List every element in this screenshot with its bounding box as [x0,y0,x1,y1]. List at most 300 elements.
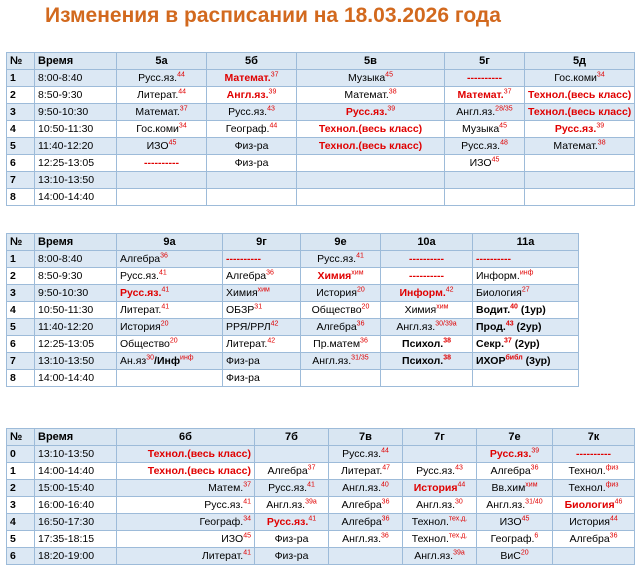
lesson-cell [117,370,223,387]
room-number: 31/35 [351,354,369,361]
lesson-cell [329,463,403,480]
subject-name: Прод. [476,320,506,333]
subject-name: Технол. [568,481,606,494]
lesson-cell [207,172,297,189]
lesson-cell [403,514,477,531]
lesson-cell [297,87,445,104]
lesson-number: 4 [7,514,35,531]
room-number: 43 [455,464,463,471]
lesson-number: 2 [7,480,35,497]
room-number: 38 [443,337,451,344]
table-row [7,463,635,480]
room-number: 42 [270,320,279,327]
subject-name: Англ.яз. [312,354,352,367]
lesson-cell [477,463,553,480]
column-header: 11а [473,234,579,251]
subject-name: Гос.коми [554,71,597,84]
subject-name: Русс.яз. [461,139,501,152]
column-header: 5д [525,53,635,70]
subject-name: Англ.яз. [342,532,382,545]
room-number: 39а [453,549,465,556]
lesson-number: 6 [7,548,35,565]
schedule-table-grades6-7 [6,428,635,565]
table-row [7,548,635,565]
room-number: библ [505,354,523,361]
lesson-cell [477,446,553,463]
lesson-cell [381,268,473,285]
lesson-cell [445,70,525,87]
lesson-cell [553,463,635,480]
column-header: Время [35,234,117,251]
subject-name: Математ. [224,71,271,84]
room-number: 37 [503,88,512,95]
column-header: 5а [117,53,207,70]
room-number: 34 [596,71,605,78]
lesson-cell [403,463,477,480]
subject-name: Технол.(весь класс) [147,447,251,460]
lesson-number: 5 [7,319,35,336]
room-number: хим [351,269,364,276]
room-number: 36 [530,464,539,471]
lesson-time: 14:00-14:40 [35,463,117,480]
subject-suffix: /Инф [154,354,181,367]
subject-name: ИЗО [221,532,244,545]
lesson-cell [525,121,635,138]
subject-name: Англ.яз. [414,549,454,562]
room-number: 30/39а [435,320,457,327]
subject-name: Литерат. [136,88,179,101]
room-number: 41 [161,286,170,293]
lesson-cell [553,497,635,514]
subject-name: Алгебра [490,464,531,477]
lesson-cell [207,138,297,155]
room-number: 37 [243,481,251,488]
subject-name: Общество [311,303,362,316]
lesson-cell [301,319,381,336]
lesson-cell [477,514,553,531]
header-row [7,234,579,251]
column-header: 9е [301,234,381,251]
lesson-cell [223,319,301,336]
lesson-cell [117,172,207,189]
lesson-number: 7 [7,353,35,370]
lesson-cell [117,353,223,370]
lesson-time: 16:00-16:40 [35,497,117,514]
room-number: 41 [356,252,364,259]
lesson-time: 9:50-10:30 [35,104,117,121]
subject-name: Психол. [402,354,444,367]
room-number: 41 [307,481,315,488]
lesson-cell [301,268,381,285]
subject-name: ОБЗР [226,303,255,316]
column-header: 9а [117,234,223,251]
lesson-number: 2 [7,87,35,104]
room-number: 45 [521,515,530,522]
subject-name: Ан.яз [120,354,147,367]
column-header: 9г [223,234,301,251]
lesson-cell [255,480,329,497]
subject-name: ---------- [476,252,511,265]
lesson-cell [553,514,635,531]
subject-name: Химия [317,269,352,282]
lesson-cell [381,251,473,268]
subject-name: Англ.яз. [416,498,456,511]
subject-name: Технол. [568,464,606,477]
subject-suffix: (3ур) [522,354,551,367]
room-number: 36 [266,269,274,276]
lesson-cell [117,548,255,565]
subject-name: Вв.хим [491,481,526,494]
table-row [7,70,635,87]
lesson-cell [117,319,223,336]
subject-name: Психол. [402,337,444,350]
subject-name: Информ. [476,269,520,282]
lesson-cell [117,302,223,319]
subject-name: ИХОР [476,354,506,367]
table-row [7,285,579,302]
lesson-number: 0 [7,446,35,463]
lesson-cell [525,87,635,104]
lesson-number: 5 [7,138,35,155]
lesson-cell [207,70,297,87]
table-row [7,353,579,370]
subject-name: История [120,320,161,333]
lesson-cell [255,531,329,548]
room-number: 45 [243,532,251,539]
lesson-time: 13:10-13:50 [35,353,117,370]
lesson-number: 5 [7,531,35,548]
room-number: 6 [534,532,539,539]
column-header: 7г [403,429,477,446]
room-number: 30 [146,354,155,361]
lesson-cell [445,138,525,155]
lesson-cell [297,138,445,155]
subject-name: Русс.яз. [342,447,382,460]
room-number: 42 [445,286,454,293]
lesson-cell [329,497,403,514]
column-header: 7б [255,429,329,446]
room-number: 36 [356,320,365,327]
subject-name: Алгебра [120,252,161,265]
lesson-number: 6 [7,336,35,353]
table-row [7,531,635,548]
lesson-time: 13:10-13:50 [35,446,117,463]
lesson-number: 1 [7,463,35,480]
column-header: № [7,429,35,446]
lesson-cell [553,446,635,463]
table-row [7,336,579,353]
lesson-cell [403,531,477,548]
subject-name: Музыка [348,71,386,84]
room-number: 20 [356,286,365,293]
table-row [7,268,579,285]
lesson-cell [301,336,381,353]
lesson-cell [255,514,329,531]
room-number: 41 [243,498,251,505]
lesson-cell [301,251,381,268]
subject-name: ---------- [226,252,261,265]
lesson-cell [117,87,207,104]
lesson-cell [525,172,635,189]
lesson-cell [525,155,635,172]
lesson-time: 18:20-19:00 [35,548,117,565]
room-number: тех.д. [448,532,468,539]
table-row [7,104,635,121]
subject-name: Алгебра [316,320,357,333]
lesson-time: 16:50-17:30 [35,514,117,531]
header-row [7,53,635,70]
lesson-cell [301,302,381,319]
lesson-cell [255,446,329,463]
lesson-time: 8:00-8:40 [35,251,117,268]
subject-name: Водит. [476,303,511,316]
room-number: 45 [491,156,500,163]
room-number: 45 [168,139,177,146]
lesson-cell [255,463,329,480]
lesson-cell [117,336,223,353]
lesson-cell [329,480,403,497]
lesson-cell [301,285,381,302]
lesson-number: 3 [7,497,35,514]
lesson-cell [525,189,635,206]
lesson-cell [117,70,207,87]
room-number: 36 [381,532,389,539]
lesson-cell [117,514,255,531]
room-number: 41 [158,269,167,276]
lesson-cell [297,155,445,172]
lesson-time: 15:00-15:40 [35,480,117,497]
subject-name: Биология [564,498,615,511]
subject-suffix: (2ур) [513,320,542,333]
room-number: 36 [160,252,168,259]
subject-name: Русс.яз. [120,269,159,282]
subject-name: Русс.яз. [228,105,268,118]
subject-name: Русс.яз. [266,515,309,528]
lesson-cell [477,531,553,548]
subject-name: Англ.яз. [226,88,269,101]
room-number: 38 [597,139,606,146]
room-number: 31/40 [525,498,543,505]
column-header: 5в [297,53,445,70]
subject-name: Математ. [553,139,598,152]
subject-name: Англ.яз. [266,498,306,511]
subject-name: Физ-ра [234,156,269,169]
room-number: хим [257,286,270,293]
lesson-cell [207,104,297,121]
schedule-table-grades9-11 [6,233,579,387]
room-number: 39 [531,447,540,454]
room-number: инф [180,354,194,361]
lesson-cell [403,446,477,463]
lesson-cell [473,251,579,268]
subject-name: ИЗО [146,139,169,152]
lesson-number: 8 [7,370,35,387]
room-number: 36 [360,337,368,344]
table-row [7,251,579,268]
subject-name: Информ. [399,286,446,299]
room-number: 41 [308,515,317,522]
subject-name: ИЗО [499,515,522,528]
subject-name: Алгебра [341,498,382,511]
subject-name: Русс.яз. [317,252,357,265]
lesson-time: 10:50-11:30 [35,302,117,319]
room-number: 40 [510,303,518,310]
room-number: 44 [457,481,466,488]
subject-name: История [316,286,357,299]
room-number: физ [605,481,619,488]
subject-name: Гос.коми [136,122,179,135]
subject-name: Биология [476,286,522,299]
lesson-cell [117,285,223,302]
subject-name: Музыка [462,122,500,135]
lesson-cell [117,121,207,138]
subject-name: Географ. [490,532,535,545]
subject-name: Литерат. [226,337,268,350]
column-header: 6б [117,429,255,446]
lesson-cell [117,104,207,121]
subject-name: Русс.яз. [268,481,308,494]
subject-name: РРЯ/РРЛ [226,320,271,333]
column-header: 10а [381,234,473,251]
table-row [7,514,635,531]
lesson-number: 4 [7,302,35,319]
lesson-cell [473,336,579,353]
lesson-cell [301,370,381,387]
column-header: 5б [207,53,297,70]
lesson-number: 3 [7,285,35,302]
room-number: 45 [385,71,393,78]
column-header: Время [35,53,117,70]
subject-name: ---------- [144,156,179,169]
lesson-cell [117,138,207,155]
lesson-time: 8:50-9:30 [35,268,117,285]
subject-name: Англ.яз. [456,105,496,118]
room-number: 31 [254,303,263,310]
room-number: 36 [609,532,618,539]
table-row [7,87,635,104]
lesson-cell [403,548,477,565]
subject-name: Географ. [225,122,270,135]
lesson-cell [381,319,473,336]
lesson-cell [381,353,473,370]
subject-name: История [569,515,610,528]
subject-name: Общество [120,337,170,350]
table-row [7,370,579,387]
lesson-time: 10:50-11:30 [35,121,117,138]
lesson-cell [117,268,223,285]
subject-name: Физ-ра [226,371,260,384]
room-number: 39 [596,122,605,129]
lesson-cell [117,531,255,548]
subject-name: Англ.яз. [342,481,382,494]
lesson-time: 8:50-9:30 [35,87,117,104]
lesson-time: 8:00-8:40 [35,70,117,87]
lesson-cell [223,353,301,370]
lesson-cell [297,104,445,121]
lesson-number: 8 [7,189,35,206]
lesson-cell [477,548,553,565]
subject-name: Алгебра [569,532,610,545]
subject-name: Технол.(весь класс) [528,105,632,118]
lesson-time: 14:00-14:40 [35,370,117,387]
subject-name: Русс.яз. [554,122,597,135]
lesson-cell [117,189,207,206]
lesson-number: 2 [7,268,35,285]
column-header: Время [35,429,117,446]
room-number: 34 [178,122,187,129]
lesson-cell [117,463,255,480]
lesson-cell [223,251,301,268]
lesson-cell [473,285,579,302]
lesson-time: 13:10-13:50 [35,172,117,189]
subject-name: Технол. [411,532,449,545]
lesson-cell [473,319,579,336]
room-number: 47 [382,464,391,471]
room-number: 44 [178,88,187,95]
subject-name: Русс.яз. [416,464,456,477]
lesson-cell [477,480,553,497]
table-row [7,497,635,514]
subject-name: ---------- [576,447,611,460]
lesson-cell [381,370,473,387]
room-number: 45 [499,122,507,129]
lesson-cell [223,285,301,302]
subject-name: Физ-ра [274,549,309,562]
lesson-cell [301,353,381,370]
room-number: 39 [268,88,277,95]
room-number: 44 [177,71,185,78]
lesson-cell [255,497,329,514]
lesson-cell [297,172,445,189]
subject-name: Физ-ра [226,354,260,367]
room-number: 30 [455,498,463,505]
table-row [7,155,635,172]
room-number: хим [525,481,538,488]
lesson-number: 3 [7,104,35,121]
room-number: 43 [505,320,514,327]
room-number: 37 [270,71,279,78]
lesson-cell [329,446,403,463]
lesson-time: 12:25-13:05 [35,155,117,172]
lesson-number: 1 [7,70,35,87]
lesson-time: 14:00-14:40 [35,189,117,206]
room-number: 20 [520,549,529,556]
subject-name: Русс.яз. [489,447,532,460]
subject-name: Русс.яз. [204,498,244,511]
subject-name: Англ.яз. [486,498,526,511]
room-number: 20 [160,320,169,327]
page-title: Изменения в расписании на 18.03.2026 года [45,4,501,27]
room-number: 44 [609,515,618,522]
room-number: 36 [381,515,390,522]
lesson-cell [553,548,635,565]
table-row [7,319,579,336]
room-number: 28/35 [495,105,513,112]
subject-name: Технол.(весь класс) [318,139,423,152]
subject-name: Русс.яз. [120,286,162,299]
lesson-cell [473,353,579,370]
table-row [7,446,635,463]
schedule-table-grade5 [6,52,635,206]
subject-name: ---------- [409,252,444,265]
subject-name: Технол.(весь класс) [318,122,423,135]
room-number: 41 [161,303,170,310]
lesson-number: 6 [7,155,35,172]
lesson-cell [477,497,553,514]
column-header: 7к [553,429,635,446]
room-number: физ [605,464,619,471]
table-row [7,121,635,138]
